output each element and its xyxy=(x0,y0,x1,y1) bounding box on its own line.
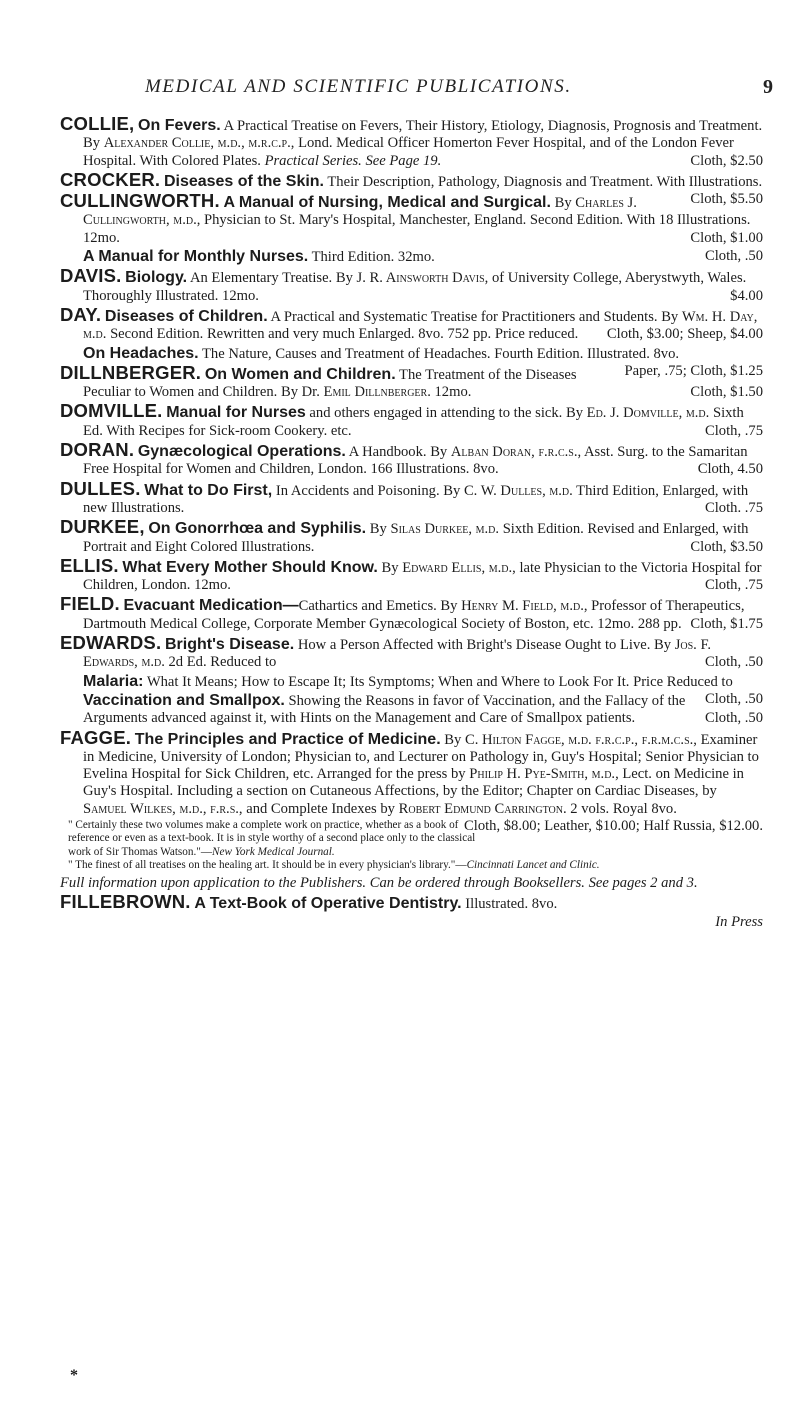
entry-cullingworth-sub xyxy=(60,248,763,266)
price: Cloth, $1.00 xyxy=(690,229,763,246)
author-name: Edward Ellis, m.d., xyxy=(402,559,516,576)
entry-doran xyxy=(60,441,763,479)
price: Cloth, .50 xyxy=(705,248,763,265)
description: How a Person Affected with Bright's Disease Ought to Live. By xyxy=(297,637,675,654)
book-title: Biology. xyxy=(125,269,188,287)
book-title: Evacuant Medication— xyxy=(123,597,299,615)
description: Showing the Reasons in favor of Vaccination, and the Fallacy of the Arguments advanced against it, with Hints on the Management and Care of Smallpox patients. xyxy=(83,692,686,727)
book-title: On Gonorrhœa and Syphilis. xyxy=(148,520,367,538)
book-title: The Principles and Practice of Medicine. xyxy=(134,730,441,748)
author-name: Silas Durkee, m.d. xyxy=(390,521,500,538)
description: Physician to St. Mary's Hospital, Manchester, England. Second Edition. With 18 Illustrations. 12mo. xyxy=(83,212,751,246)
description: A Practical Treatise on Fevers, Their History, Etiology, Diagnosis, Prognosis and Treatment. By xyxy=(83,118,763,152)
description: By xyxy=(381,559,403,576)
price: Cloth, $8.00; Leather, $10.00; Half Russia, $12.00. xyxy=(464,817,763,834)
author-heading: DURKEE, xyxy=(60,516,145,538)
page-number: 9 xyxy=(763,76,773,98)
author-name: Alban Doran, f.r.c.s., xyxy=(450,444,582,461)
price: Cloth, .75 xyxy=(705,577,763,594)
author-heading: FAGGE. xyxy=(60,726,132,748)
description: Third Edition, Enlarged, with new Illustrations. xyxy=(83,482,749,516)
author-heading: DILLNBERGER. xyxy=(60,361,202,383)
book-title: On Headaches. xyxy=(83,344,199,362)
price: Cloth, $5.50 xyxy=(690,191,763,208)
description: late Physician to the Victoria Hospital for Children, London. 12mo. xyxy=(83,559,762,594)
book-title: A Text-Book of Operative Dentistry. xyxy=(194,894,462,912)
author-name: Ed. J. Domville, m.d. xyxy=(586,405,710,422)
book-title: Bright's Disease. xyxy=(164,636,295,654)
price: Cloth, $1.75 xyxy=(690,615,763,632)
quote-source: Cincinnati Lancet and Clinic. xyxy=(466,859,600,872)
running-head xyxy=(0,76,800,106)
author-name: Jos. F. Edwards, m.d. xyxy=(83,637,712,671)
in-press-status: In Press xyxy=(715,914,763,931)
author-heading: DAY. xyxy=(60,303,102,325)
author-name: Henry M. Field, m.d., xyxy=(461,598,588,615)
entry-field xyxy=(60,595,763,633)
description: Asst. Surg. to the Samaritan Free Hospital for Women and Children, London. 166 Illustrations. 8vo. xyxy=(83,444,748,478)
quote-text: " Certainly these two volumes make a complete work on practice, whether as a book of reference or even as a text-book. It is in style worthy of a second place only to the classical work of Sir Thomas Watson."— xyxy=(68,818,476,858)
price: Cloth, $2.50 xyxy=(690,152,763,169)
entry-edwards-vaccination xyxy=(60,692,763,728)
book-title: On Fevers. xyxy=(138,117,221,134)
price: Cloth, .50 xyxy=(705,710,763,727)
author-heading: FILLEBROWN. xyxy=(60,890,191,912)
description: Lond. Medical Officer Homerton Fever Hospital, and of the London Fever Hospital. With Colored Plates. xyxy=(83,135,734,169)
author-heading: ELLIS. xyxy=(60,554,119,576)
description: Third Edition. 32mo. xyxy=(311,249,435,266)
book-title: Malaria: xyxy=(83,672,144,690)
author-name: J. R. Ainsworth Davis, xyxy=(356,270,489,287)
description: The Treatment of the Diseases Peculiar to Women and Children. By Dr. xyxy=(83,366,577,401)
price: Cloth, .50 xyxy=(705,690,763,707)
author-heading: DOMVILLE. xyxy=(60,400,163,422)
author-name: C. W. Dulles, m.d. xyxy=(463,482,573,499)
description: Sixth Edition. Revised and Enlarged, with Portrait and Eight Colored Illustrations. xyxy=(83,521,749,555)
author-heading: DORAN. xyxy=(60,439,135,461)
contributor-name: Samuel Wilkes, m.d., f.r.s., xyxy=(83,800,243,817)
quote-source: New York Medical Journal. xyxy=(212,845,335,858)
ordering-notice: Full information upon application to the Publishers. Can be ordered through Booksellers. See pages 2 and 3. xyxy=(60,874,698,891)
book-title: Diseases of Children. xyxy=(104,307,268,325)
author-heading: CROCKER. xyxy=(60,168,161,190)
description: By xyxy=(444,731,465,748)
description: By xyxy=(554,195,576,212)
description: Their Description, Pathology, Diagnosis and Treatment. With Illustrations. xyxy=(327,173,763,190)
description: Illustrated. 8vo. xyxy=(465,895,558,912)
book-title: Diseases of the Skin. xyxy=(163,172,324,190)
price: Cloth, .50 xyxy=(705,654,763,671)
price: Cloth, 4.50 xyxy=(697,461,763,478)
book-title: What Every Mother Should Know. xyxy=(122,558,378,576)
description: An Elementary Treatise. By xyxy=(189,270,357,287)
author-heading: FIELD. xyxy=(60,593,120,615)
description: Professor of Therapeutics, Dartmouth Medical College, Corporate Member Gynæcological Society of Boston, etc. 12mo. 288 pp. xyxy=(83,598,745,632)
description: 2 vols. Royal 8vo. xyxy=(566,800,677,817)
book-title: A Manual of Nursing, Medical and Surgical. xyxy=(223,194,551,212)
description: Examiner in Medicine, University of London; Physician to, and Lecturer on Pathology in, Guy's Hospital; Senior Physician to Evelina Hospital for Sick Children, etc. Arranged for the press by xyxy=(83,731,759,783)
author-name: Wm. H. Day, m.d. xyxy=(83,308,758,343)
description: Sixth Ed. With Recipes for Sick-room Cookery. etc. xyxy=(83,405,744,439)
author-name: C. Hilton Fagge, m.d. f.r.c.p., f.r.m.c.s., xyxy=(464,731,697,748)
description: A Handbook. By xyxy=(348,444,451,461)
description: 2d Ed. Reduced to xyxy=(164,654,277,671)
price: Cloth, $1.50 xyxy=(690,384,763,401)
entry-day xyxy=(60,303,763,344)
author-heading: CULLINGWORTH. xyxy=(60,190,220,212)
quote-text: " The finest of all treatises on the healing art. It should be in every physician's library."— xyxy=(68,859,467,872)
author-heading: COLLIE, xyxy=(60,113,135,134)
entry-davis xyxy=(60,267,763,305)
description: In Accidents and Poisoning. By xyxy=(272,482,464,499)
book-title: A Manual for Monthly Nurses. xyxy=(83,248,309,266)
description: and others engaged in attending to the sick. By xyxy=(305,405,587,422)
author-name: Alexander Collie, m.d., m.r.c.p., xyxy=(103,135,295,152)
book-title: Manual for Nurses xyxy=(166,404,306,422)
entry-fillebrown xyxy=(60,890,763,913)
price: Cloth, .75 xyxy=(705,422,763,439)
description: Second Edition. Rewritten and very much Enlarged. 8vo. 752 pp. Price reduced. xyxy=(106,326,579,343)
description: of University College, Aberystwyth, Wales. Thoroughly Illustrated. 12mo. xyxy=(83,270,747,304)
author-heading: DAVIS. xyxy=(60,265,122,287)
description: The Nature, Causes and Treatment of Headaches. Fourth Edition. Illustrated. 8vo. xyxy=(202,345,680,362)
price: Paper, .75; Cloth, $1.25 xyxy=(624,362,763,379)
series-note: Practical Series. See Page 19. xyxy=(264,152,442,169)
entry-fagge xyxy=(60,726,763,834)
description: A Practical and Systematic Treatise for Practitioners and Students. By xyxy=(270,308,682,325)
price: $4.00 xyxy=(730,287,763,304)
description: and Complete Indexes by xyxy=(242,800,399,817)
catalog-entries xyxy=(60,115,763,932)
entry-dulles xyxy=(60,477,763,518)
signature-mark: * xyxy=(70,1367,78,1384)
description: Cathartics and Emetics. By xyxy=(298,598,462,615)
entry-edwards xyxy=(60,634,763,672)
author-heading: DULLES. xyxy=(60,477,141,499)
entry-durkee xyxy=(60,518,763,556)
review-quote xyxy=(60,859,763,872)
book-title: Gynæcological Operations. xyxy=(137,443,346,461)
description: Lect. on Medicine in Guy's Hospital. Including a section on Cutaneous Affections, by the Editor; Chapter on Cardiac Diseases, by xyxy=(83,766,744,800)
running-title: MEDICAL AND SCIENTIFIC PUBLICATIONS. xyxy=(145,76,572,97)
price: Cloth. .75 xyxy=(705,499,763,516)
price: Cloth, $3.00; Sheep, $4.00 xyxy=(606,326,763,343)
editor-name: Philip H. Pye-Smith, m.d., xyxy=(469,766,619,783)
price: Cloth, $3.50 xyxy=(690,538,763,555)
description: By xyxy=(369,521,391,538)
book-title: Vaccination and Smallpox. xyxy=(83,691,285,709)
author-heading: EDWARDS. xyxy=(60,632,162,654)
book-title: On Women and Children. xyxy=(204,365,396,383)
book-title: What to Do First, xyxy=(144,481,273,499)
description: What It Means; How to Escape It; Its Symptoms; When and Where to Look For It. Price Reduced to xyxy=(143,673,733,690)
entry-ellis xyxy=(60,554,763,595)
entry-cullingworth xyxy=(60,192,763,247)
author-name: Charles J. Cullingworth, m.d., xyxy=(83,195,637,229)
author-name: Emil Dillnberger. xyxy=(323,384,431,401)
entry-domville xyxy=(60,402,763,440)
entry-collie xyxy=(60,115,763,170)
description: 12mo. xyxy=(430,384,472,401)
indexer-name: Robert Edmund Carrington. xyxy=(398,800,567,817)
